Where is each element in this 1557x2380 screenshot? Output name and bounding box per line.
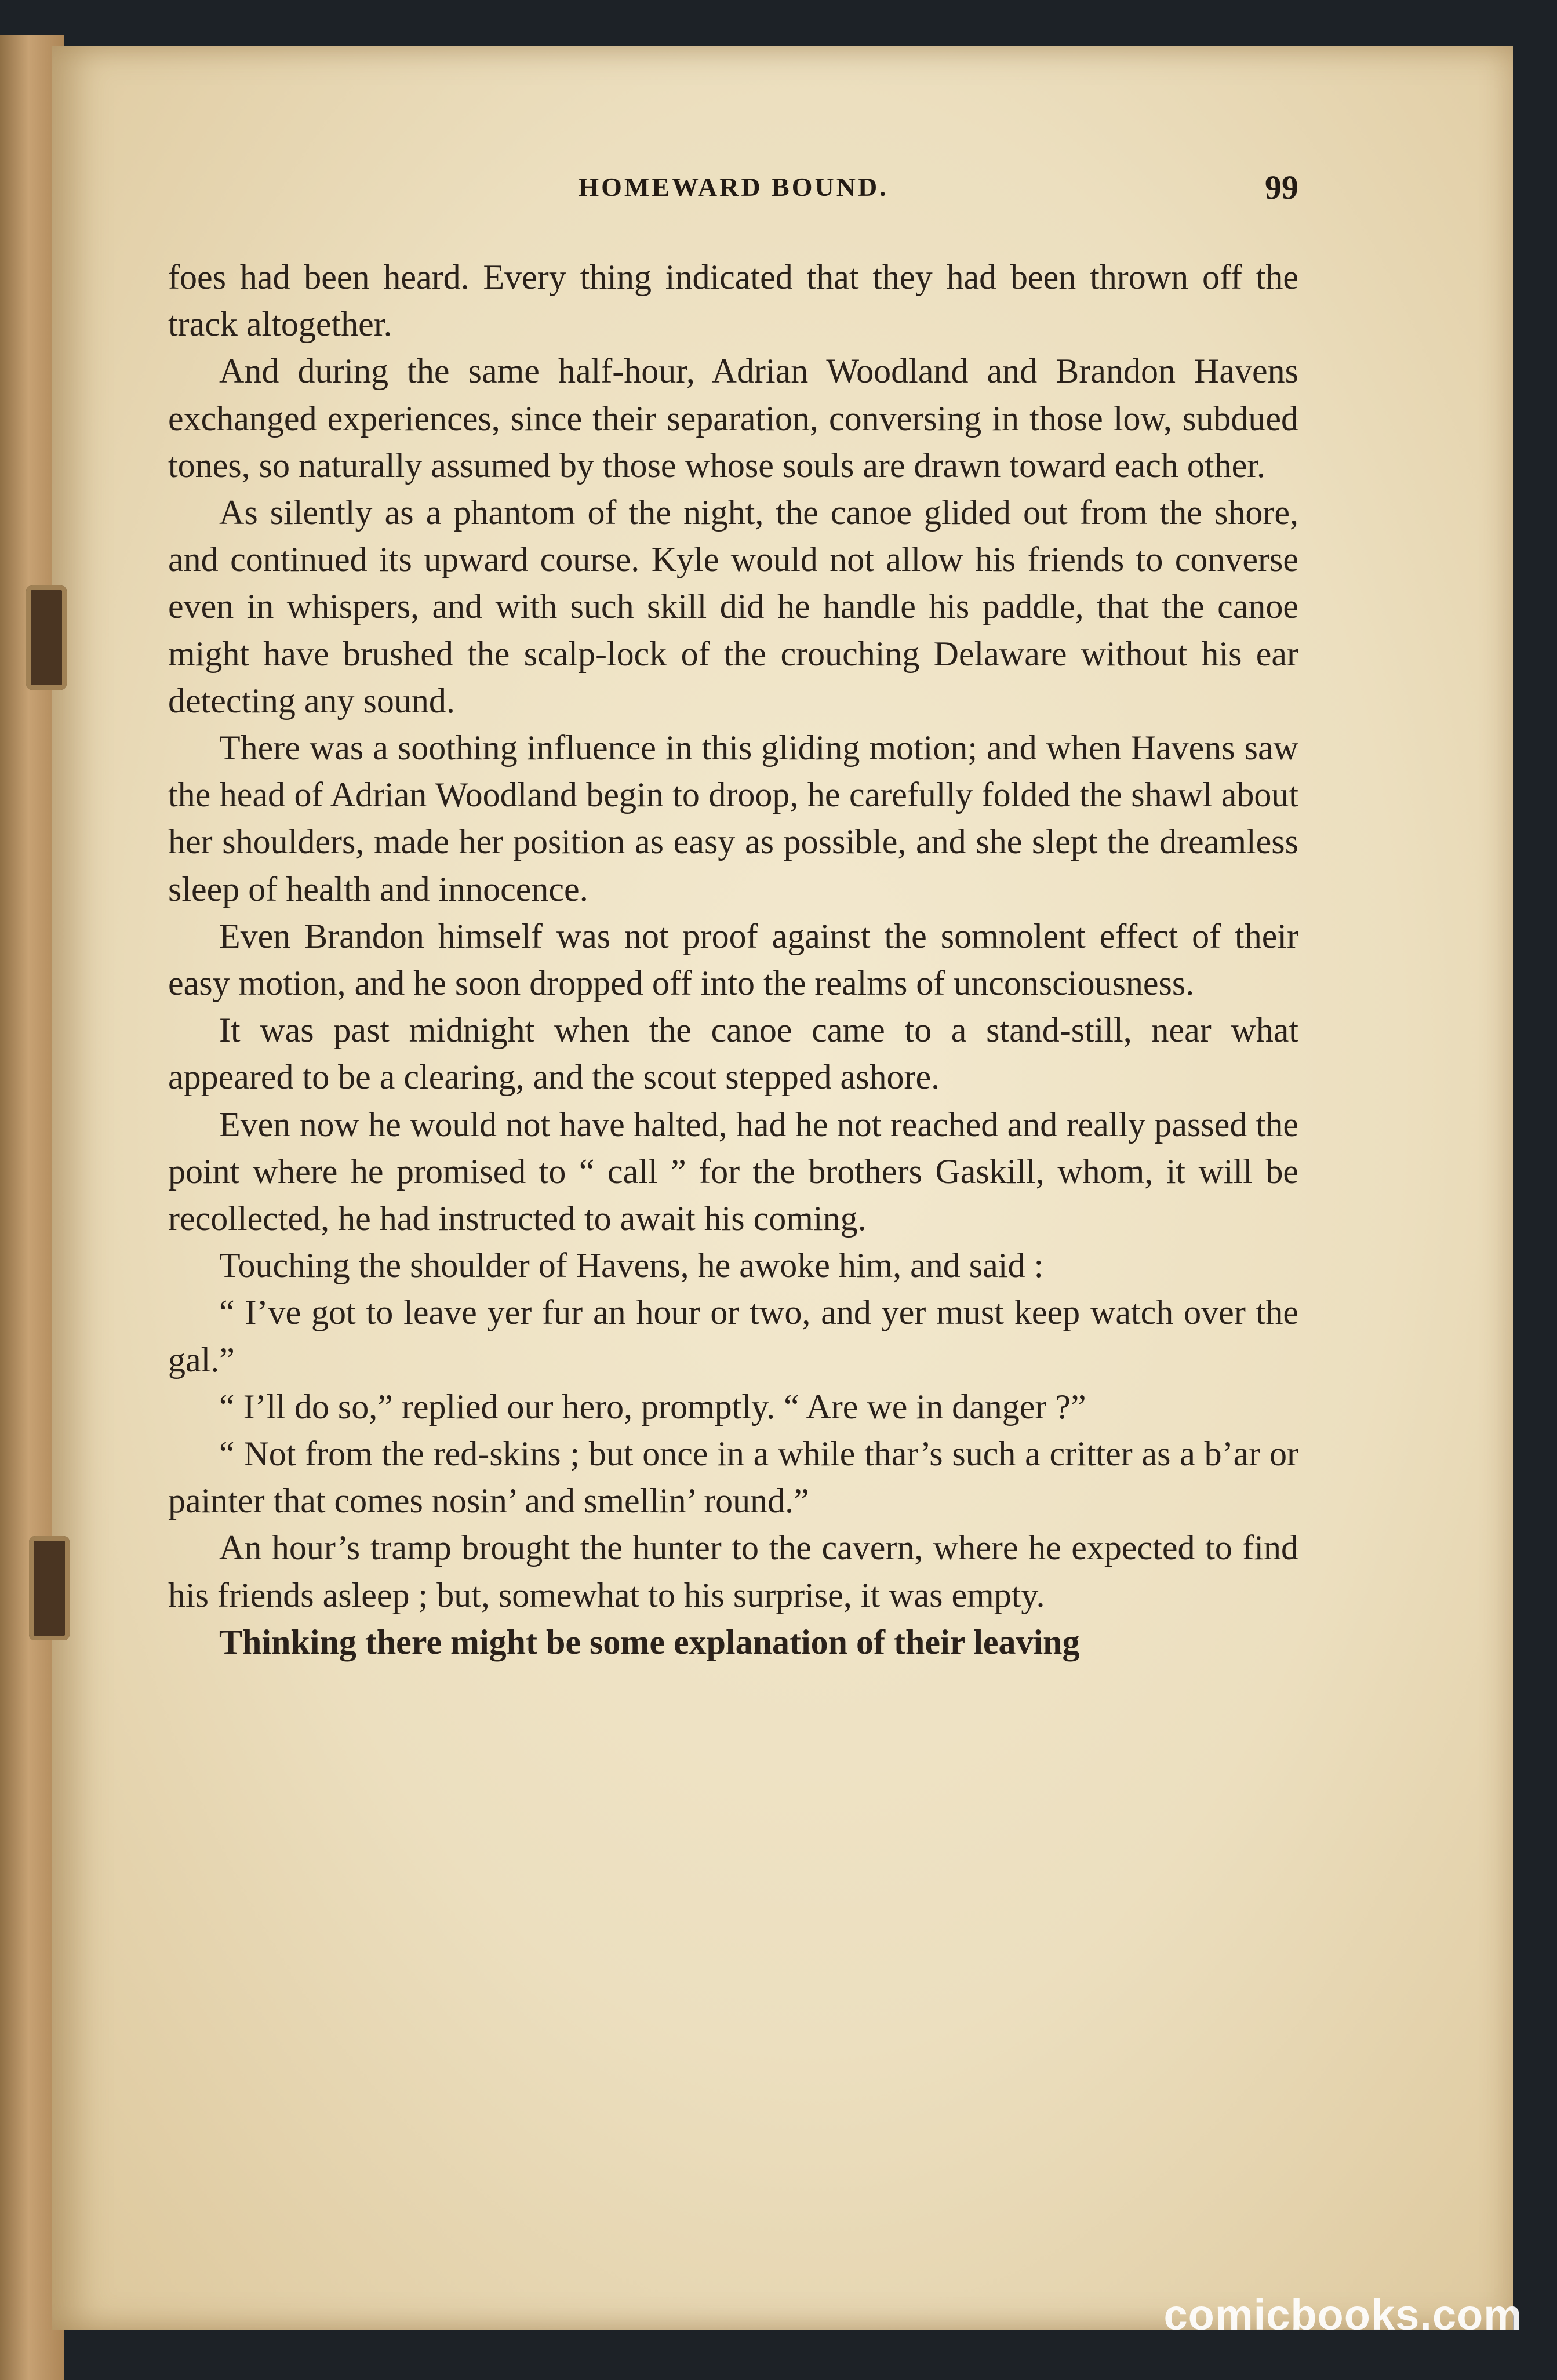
- paragraph: foes had been heard. Every thing indicated that they had been thrown off the track altogether.: [168, 258, 1298, 344]
- paragraph: Even Brandon himself was not proof against the somnolent effect of their easy motion, and he soon dropped off into the realms of unconsciousness.: [168, 916, 1298, 1003]
- paragraph: As silently as a phantom of the night, the canoe glided out from the shore, and continued its upward course. Kyle would not allow his friends to converse even in whispers, and with such skill did he handle his paddle, that the canoe might have brushed the scalp-lock of the crouching Delaware without his ear detecting any sound.: [168, 493, 1298, 720]
- paragraph: And during the same half-hour, Adrian Woodland and Brandon Havens exchanged experiences, since their separation, conversing in those low, subdued tones, so naturally assumed by those whose souls are drawn toward each other.: [168, 352, 1298, 485]
- binding-tab-lower: [29, 1536, 70, 1640]
- binding-tab-upper: [26, 585, 67, 690]
- paragraph: It was past midnight when the canoe came to a stand-still, near what appeared to be a clearing, and the scout stepped ashore.: [168, 1011, 1298, 1097]
- paragraph: There was a soothing influence in this gliding motion; and when Havens saw the head of Adrian Woodland begin to droop, he carefully folded the shawl about her shoulders, made her position as easy as possible, and she slept the dreamless sleep of health and innocence.: [168, 729, 1298, 908]
- running-title: HOMEWARD BOUND.: [578, 172, 889, 202]
- paragraph: “ I’ll do so,” replied our hero, promptly. “ Are we in danger ?”: [219, 1387, 1086, 1426]
- paragraph: Touching the shoulder of Havens, he awoke him, and said :: [219, 1246, 1044, 1285]
- paragraph: Thinking there might be some explanation of their leaving: [219, 1622, 1080, 1661]
- paragraph: An hour’s tramp brought the hunter to the cavern, where he expected to find his friends asleep ; but, somewhat to his surprise, it was empty.: [168, 1529, 1298, 1614]
- page-number: 99: [1265, 169, 1298, 206]
- watermark: comicbooks.com: [1163, 2291, 1522, 2339]
- paragraph: “ Not from the red-skins ; but once in a while thar’s such a critter as a b’ar or painter that comes nosin’ and smellin’ round.”: [168, 1435, 1298, 1520]
- body-text: [168, 254, 1298, 1666]
- paragraph: “ I’ve got to leave yer fur an hour or two, and yer must keep watch over the gal.”: [168, 1293, 1298, 1379]
- paragraph: Even now he would not have halted, had he not reached and really passed the point where he promised to “ call ” for the brothers Gaskill, whom, it will be recollected, he had instructed to await his coming.: [168, 1105, 1298, 1238]
